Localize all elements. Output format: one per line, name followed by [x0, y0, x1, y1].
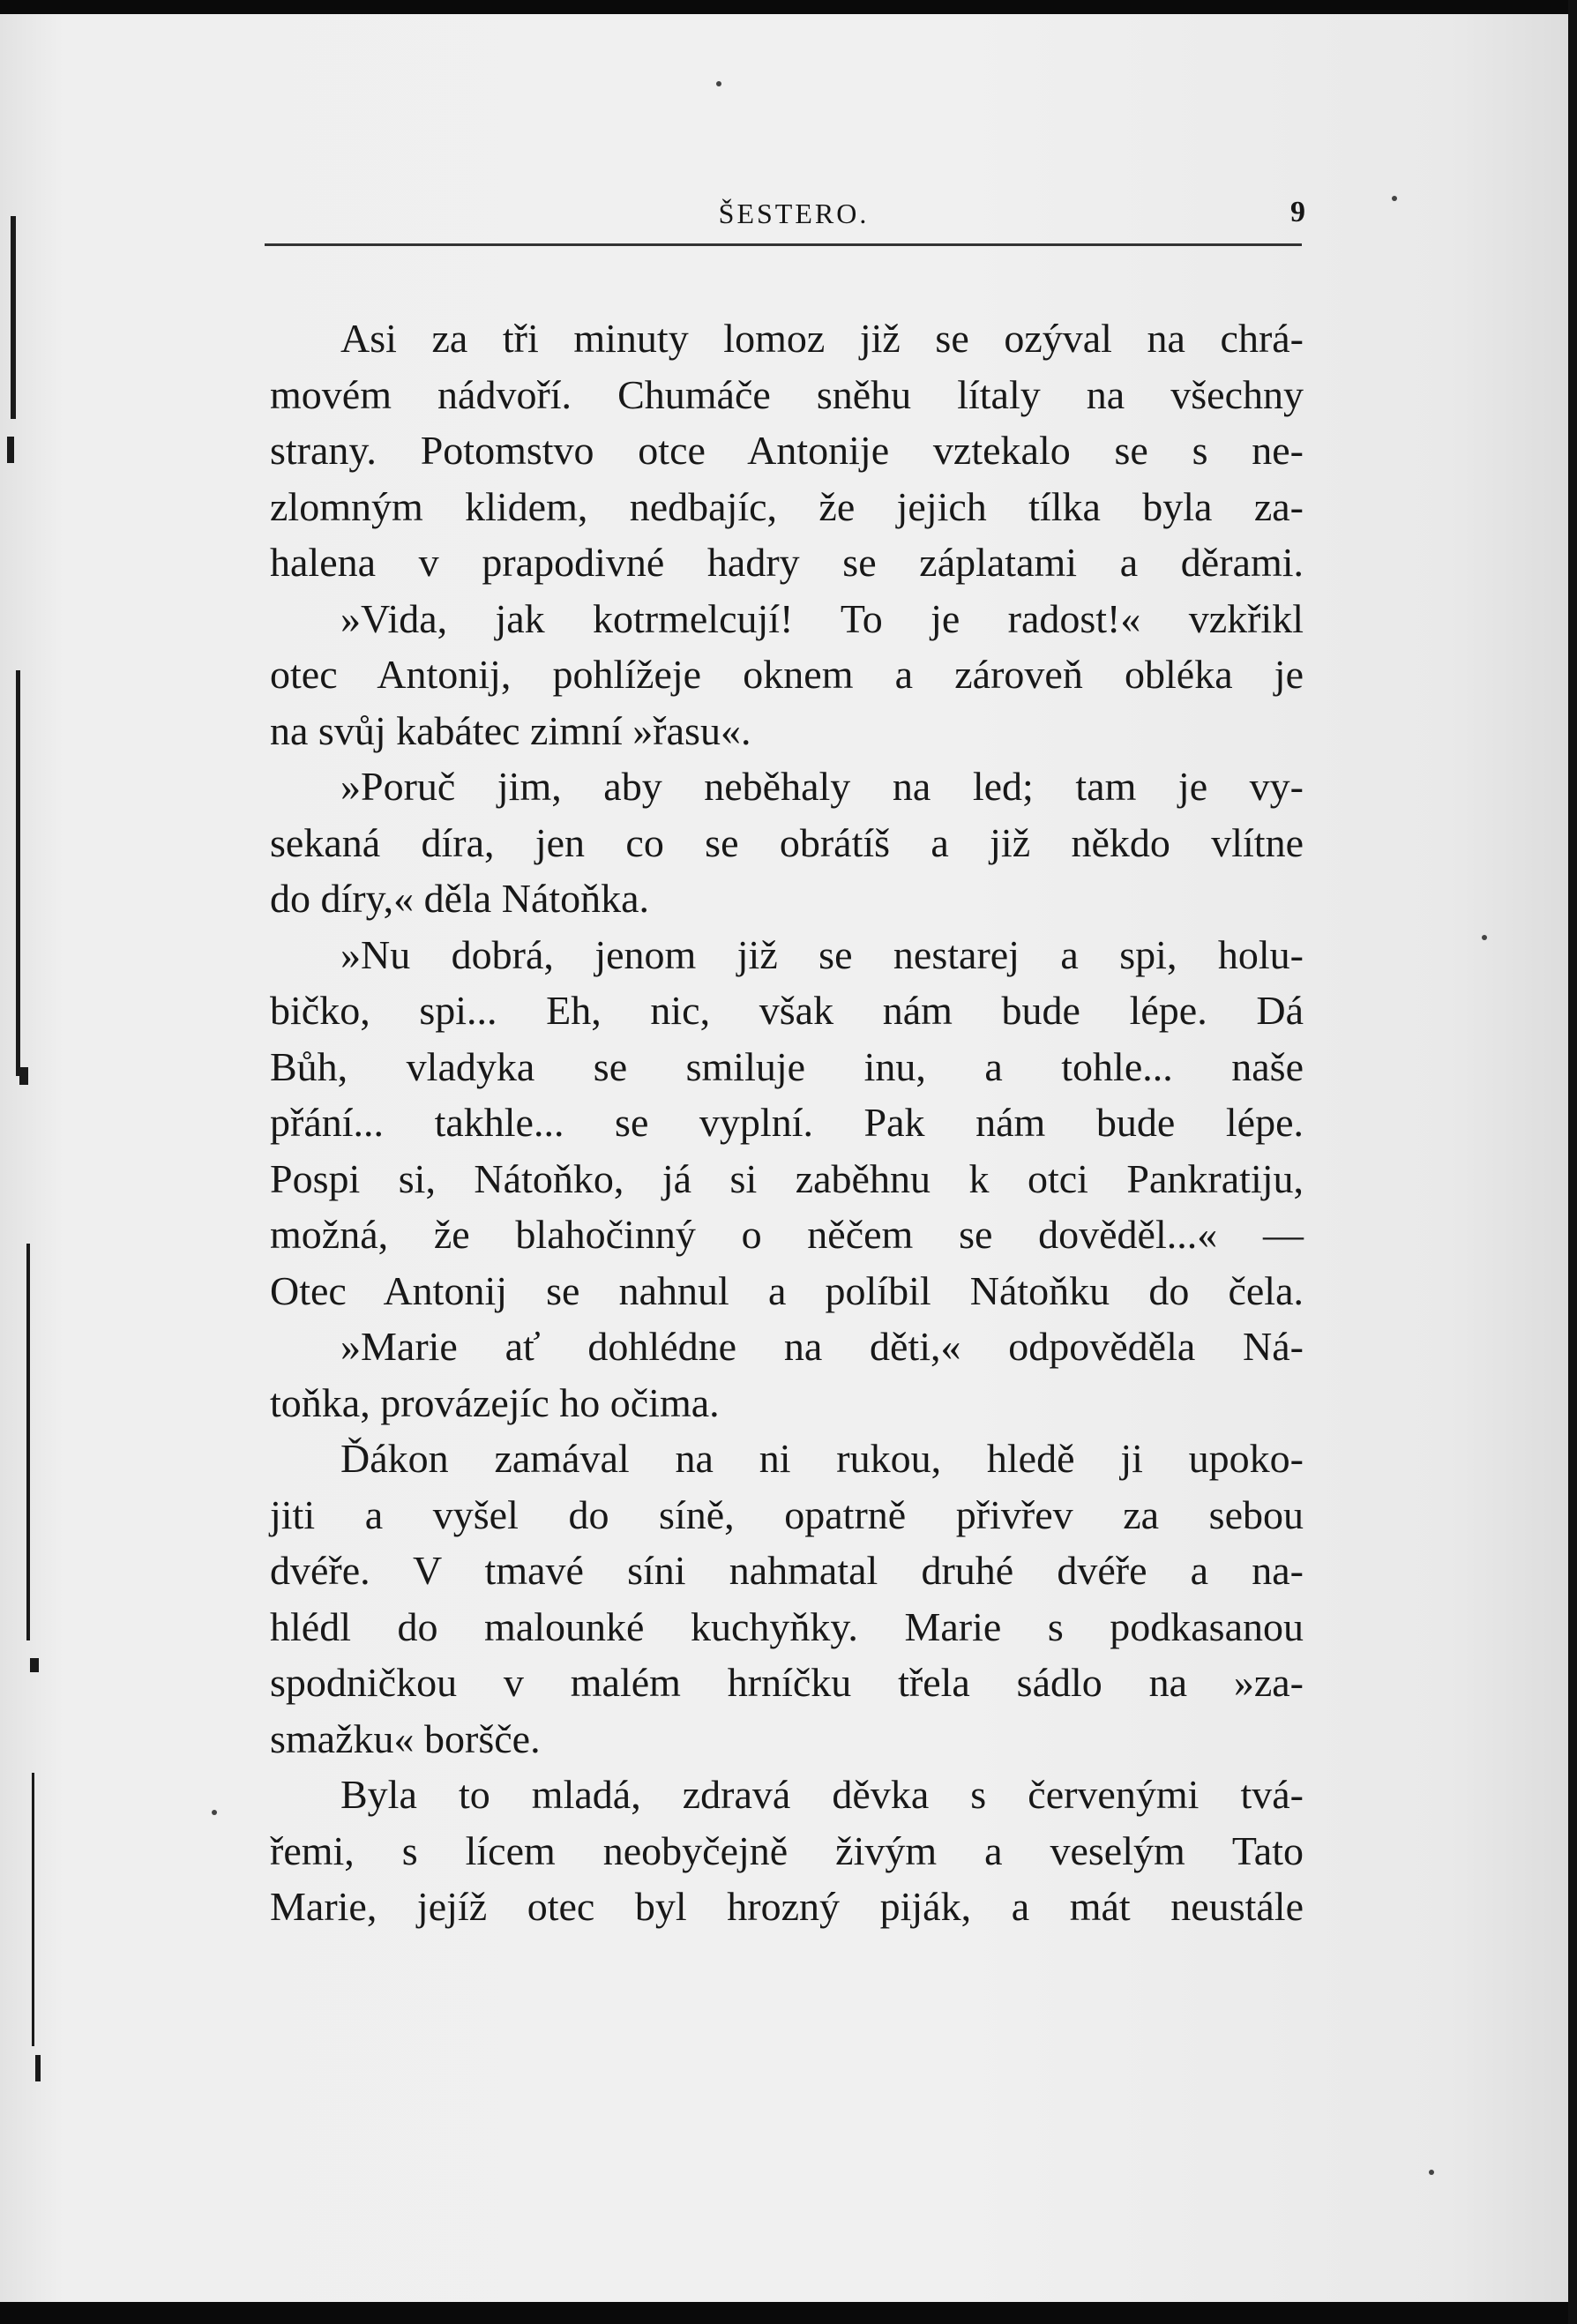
speck — [1392, 196, 1397, 201]
scan-right-edge — [1568, 0, 1577, 2324]
text-line: přání... takhle... se vyplní. Pak nám bude lépe. — [270, 1100, 1304, 1145]
text-line: strany. Potomstvo otce Antonije vztekalo se s ne- — [270, 428, 1304, 473]
scan-bottom-edge — [0, 2302, 1577, 2324]
text-line: zlomným klidem, nedbajíc, že jejich tílka byla za- — [270, 483, 1304, 529]
text-line: sekaná díra, jen co se obrátíš a již někdo vlítne — [270, 819, 1304, 865]
text-line: »Nu dobrá, jenom již se nestarej a spi, holu- — [340, 931, 1304, 977]
binding-mark — [7, 437, 14, 463]
text-line: jiti a vyšel do síně, opatrně přivřev za sebou — [270, 1491, 1304, 1537]
text-line: movém nádvoří. Chumáče sněhu lítaly na všechny — [270, 371, 1304, 417]
text-line: možná, že blahočinný o něčem se dověděl...« — — [270, 1212, 1304, 1257]
text-line: Asi za tři minuty lomoz již se ozýval na chrá- — [340, 316, 1304, 361]
binding-mark — [26, 1244, 30, 1640]
text-line: na svůj kabátec zimní »řasu«. — [270, 707, 751, 753]
body-text — [270, 310, 1304, 1935]
text-line: smažku« boršče. — [270, 1715, 541, 1761]
text-line: »Vida, jak kotrmelcují! To je radost!« vzkřikl — [340, 595, 1304, 641]
text-line: Ďákon zamával na ni rukou, hledě ji upoko- — [340, 1436, 1304, 1481]
binding-mark — [11, 216, 16, 419]
text-line: spodničkou v malém hrníčku třela sádlo na »za- — [270, 1660, 1304, 1705]
text-line: Bůh, vladyka se smiluje inu, a tohle... naše — [270, 1043, 1304, 1089]
text-line: bičko, spi... Eh, nic, však nám bude lépe. Dá — [270, 988, 1304, 1033]
running-head: ŠESTERO. — [718, 198, 870, 229]
text-line: do díry,« děla Nátoňka. — [270, 876, 650, 921]
header-rule — [265, 243, 1302, 246]
text-line: »Marie ať dohlédne na děti,« odpověděla Ná- — [340, 1324, 1304, 1369]
binding-mark — [35, 2055, 41, 2081]
text-line: otec Antonij, pohlížeje oknem a zároveň obléka je — [270, 652, 1304, 697]
binding-mark — [16, 670, 20, 1076]
text-line: dvéře. V tmavé síni nahmatal druhé dvéře a na- — [270, 1548, 1304, 1593]
text-line: Otec Antonij se nahnul a políbil Nátoňku do čela. — [270, 1267, 1304, 1313]
page-number: 9 — [1290, 196, 1305, 228]
text-line: Byla to mladá, zdravá děvka s červenými tvá- — [340, 1772, 1304, 1817]
text-line: toňka, provázejíc ho očima. — [270, 1379, 720, 1425]
binding-mark — [30, 1658, 39, 1672]
text-line: Marie, jejíž otec byl hrozný piják, a mát neustále — [270, 1884, 1304, 1929]
scan-top-edge — [0, 0, 1577, 14]
speck — [716, 81, 721, 86]
binding-mark — [32, 1773, 34, 2046]
text-line: řemi, s lícem neobyčejně živým a veselým Tato — [270, 1827, 1304, 1873]
text-line: halena v prapodivné hadry se záplatami a děrami. — [270, 540, 1304, 585]
speck — [1429, 2170, 1434, 2175]
text-line: hlédl do malounké kuchyňky. Marie s podkasanou — [270, 1603, 1304, 1649]
speck — [212, 1810, 217, 1815]
binding-mark — [19, 1067, 28, 1085]
text-line: Pospi si, Nátoňko, já si zaběhnu k otci Pankratiju, — [270, 1155, 1304, 1201]
text-line: »Poruč jim, aby neběhaly na led; tam je vy- — [340, 764, 1304, 809]
speck — [1482, 935, 1487, 940]
